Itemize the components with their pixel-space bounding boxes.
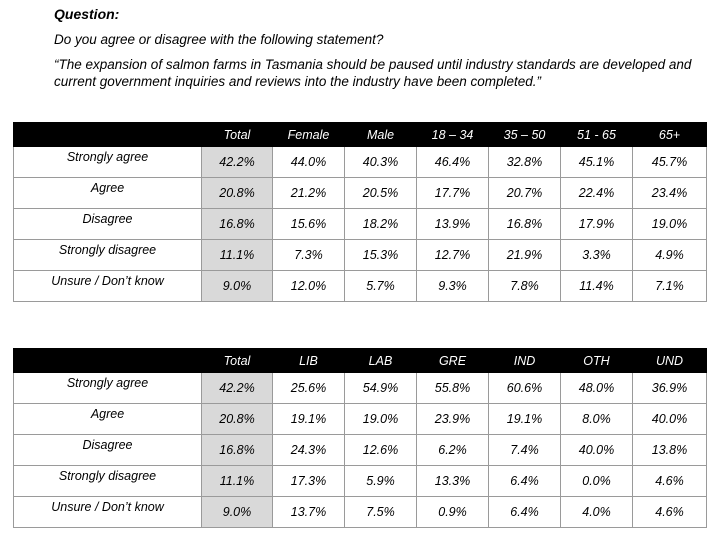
table-cell: 19.0% [633, 209, 707, 240]
header-cell-male: Male [345, 123, 417, 147]
table-cell: 7.1% [633, 271, 707, 302]
table-cell: 21.2% [273, 178, 345, 209]
table-cell: 19.1% [273, 404, 345, 435]
table-cell: 32.8% [489, 147, 561, 178]
cell-total: 16.8% [202, 209, 273, 240]
header-cell-total: Total [202, 349, 273, 373]
table-row [14, 435, 707, 466]
table-cell: 12.0% [273, 271, 345, 302]
table-row [14, 271, 707, 302]
header-cell-total: Total [202, 123, 273, 147]
row-label: Disagree [14, 209, 202, 240]
table-cell: 9.3% [417, 271, 489, 302]
row-label: Unsure / Don’t know [14, 497, 202, 528]
table-row [14, 466, 707, 497]
header-cell-lab: LAB [345, 349, 417, 373]
table-cell: 17.3% [273, 466, 345, 497]
table-cell: 6.4% [489, 497, 561, 528]
cell-total: 42.2% [202, 147, 273, 178]
table-cell: 13.9% [417, 209, 489, 240]
table-cell: 23.9% [417, 404, 489, 435]
row-label: Strongly agree [14, 147, 202, 178]
row-label: Strongly disagree [14, 240, 202, 271]
header-cell-lib: LIB [273, 349, 345, 373]
table-cell: 21.9% [489, 240, 561, 271]
table-cell: 8.0% [561, 404, 633, 435]
table-cell: 19.0% [345, 404, 417, 435]
question-label: Question: [54, 6, 120, 22]
table-cell: 20.5% [345, 178, 417, 209]
table-cell: 7.3% [273, 240, 345, 271]
header-cell-female: Female [273, 123, 345, 147]
cell-total: 20.8% [202, 178, 273, 209]
question-statement: “The expansion of salmon farms in Tasmania should be paused until industry standards are developed and current government inquiries and reviews into the industry have been completed.” [54, 57, 692, 89]
header-cell-65-plus: 65+ [633, 123, 707, 147]
row-label: Unsure / Don’t know [14, 271, 202, 302]
cell-total: 42.2% [202, 373, 273, 404]
table-row [14, 240, 707, 271]
row-label: Agree [14, 178, 202, 209]
cell-total: 11.1% [202, 240, 273, 271]
table-cell: 23.4% [633, 178, 707, 209]
table-row [14, 404, 707, 435]
table-cell: 7.5% [345, 497, 417, 528]
table-cell: 40.0% [633, 404, 707, 435]
table-cell: 4.6% [633, 497, 707, 528]
table-cell: 12.7% [417, 240, 489, 271]
table-row [14, 497, 707, 528]
table-cell: 7.4% [489, 435, 561, 466]
table-cell: 55.8% [417, 373, 489, 404]
table-cell: 48.0% [561, 373, 633, 404]
table-cell: 11.4% [561, 271, 633, 302]
table-cell: 3.3% [561, 240, 633, 271]
table-cell: 0.0% [561, 466, 633, 497]
table-cell: 6.2% [417, 435, 489, 466]
table-cell: 5.7% [345, 271, 417, 302]
table-cell: 36.9% [633, 373, 707, 404]
table-cell: 13.8% [633, 435, 707, 466]
table-cell: 19.1% [489, 404, 561, 435]
table-cell: 40.3% [345, 147, 417, 178]
crosstab-party [13, 348, 707, 528]
table-cell: 15.6% [273, 209, 345, 240]
table-cell: 24.3% [273, 435, 345, 466]
cell-total: 11.1% [202, 466, 273, 497]
table-cell: 20.7% [489, 178, 561, 209]
row-label: Disagree [14, 435, 202, 466]
header-cell-und: UND [633, 349, 707, 373]
table-cell: 16.8% [489, 209, 561, 240]
cell-total: 16.8% [202, 435, 273, 466]
header-cell-ind: IND [489, 349, 561, 373]
header-cell-oth: OTH [561, 349, 633, 373]
row-label: Strongly disagree [14, 466, 202, 497]
table-cell: 4.6% [633, 466, 707, 497]
table-cell: 54.9% [345, 373, 417, 404]
table-cell: 7.8% [489, 271, 561, 302]
row-label: Agree [14, 404, 202, 435]
header-cell-51-65: 51 - 65 [561, 123, 633, 147]
table-cell: 22.4% [561, 178, 633, 209]
table-cell: 0.9% [417, 497, 489, 528]
table-cell: 4.0% [561, 497, 633, 528]
table-row [14, 373, 707, 404]
table-cell: 40.0% [561, 435, 633, 466]
crosstab-gender-age [13, 122, 707, 302]
cell-total: 9.0% [202, 271, 273, 302]
table-header-row [14, 123, 707, 147]
table-row [14, 209, 707, 240]
header-cell-gre: GRE [417, 349, 489, 373]
table-cell: 18.2% [345, 209, 417, 240]
table-cell: 45.1% [561, 147, 633, 178]
header-cell-blank [14, 123, 202, 147]
table-cell: 60.6% [489, 373, 561, 404]
header-cell-blank [14, 349, 202, 373]
table-cell: 15.3% [345, 240, 417, 271]
table-cell: 46.4% [417, 147, 489, 178]
header-cell-18-34: 18 – 34 [417, 123, 489, 147]
table-row [14, 147, 707, 178]
row-label: Strongly agree [14, 373, 202, 404]
table-cell: 5.9% [345, 466, 417, 497]
table-cell: 13.3% [417, 466, 489, 497]
header-cell-35-50: 35 – 50 [489, 123, 561, 147]
question-text: Do you agree or disagree with the following statement? [54, 32, 384, 47]
table-cell: 17.7% [417, 178, 489, 209]
table-cell: 6.4% [489, 466, 561, 497]
table-header-row [14, 349, 707, 373]
table-cell: 17.9% [561, 209, 633, 240]
table-cell: 4.9% [633, 240, 707, 271]
table-cell: 44.0% [273, 147, 345, 178]
table-cell: 13.7% [273, 497, 345, 528]
table-cell: 12.6% [345, 435, 417, 466]
cell-total: 20.8% [202, 404, 273, 435]
table-row [14, 178, 707, 209]
table-cell: 25.6% [273, 373, 345, 404]
cell-total: 9.0% [202, 497, 273, 528]
table-cell: 45.7% [633, 147, 707, 178]
